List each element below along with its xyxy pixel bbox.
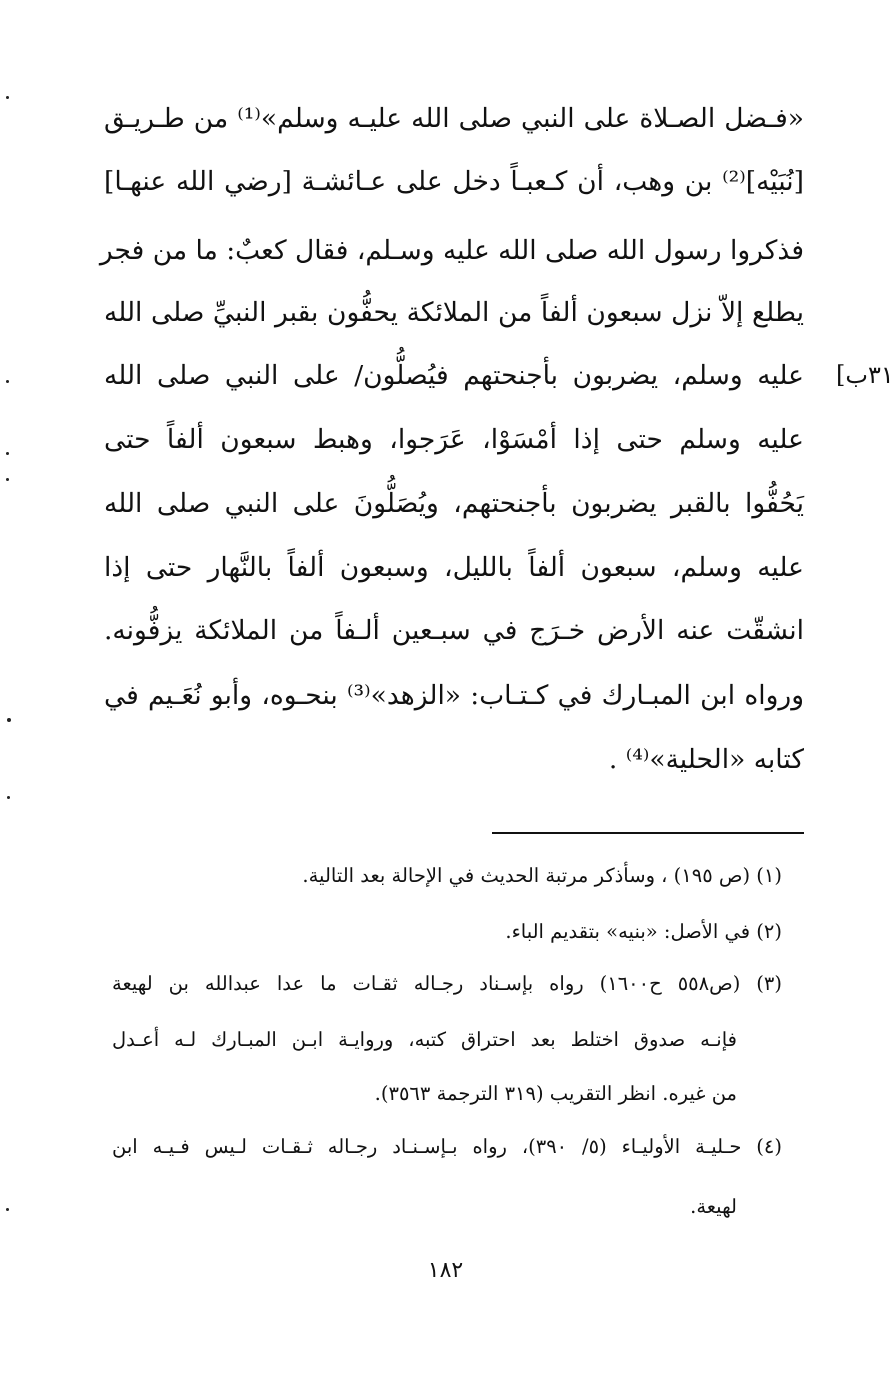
footnote-4-cont: لهيعة.	[690, 1195, 737, 1218]
page-number: ١٨٢	[427, 1258, 464, 1283]
scan-speck	[6, 478, 9, 481]
scan-speck	[6, 380, 9, 383]
scan-speck	[6, 1208, 9, 1211]
body-line-4: يطلع إلاّ نزل سبعون ألفاً من الملائكة يحفُّون بقبر النبيِّ صلى الله	[104, 297, 804, 328]
body-line-10: ورواه ابن المبـارك في كـتـاب: «الزهد»⁽³⁾ بنحـوه، وأبو نُعَـيم في	[104, 680, 805, 711]
footnote-3: (٣) (ص٥٥٨ ح١٦٠٠) رواه بإسـناد رجـاله ثقـات ما عدا عبدالله بن لهيعة	[112, 972, 782, 995]
body-line-9: انشقّت عنه الأرض خـرَج في سبـعين ألـفاً من الملائكة يزفُّونه.	[104, 615, 804, 646]
body-line-3: فذكروا رسول الله صلى الله عليه وسـلم، فقال كعبٌ: ما من فجر	[99, 235, 804, 266]
scan-speck	[7, 796, 10, 799]
body-line-6: عليه وسلم حتى إذا أمْسَوْا، عَرَجوا، وهبط سبعون ألفاً حتى	[104, 424, 804, 455]
footnote-1: (١) (ص ١٩٥) ، وسأذكر مرتبة الحديث في الإحالة بعد التالية.	[302, 864, 782, 887]
scan-speck	[7, 718, 11, 722]
footnote-4: (٤) حـليـة الأوليـاء (٥/ ٣٩٠)، رواه بـإسـنـاد رجـاله ثـقـات لـيس فـيـه ابن	[112, 1135, 782, 1158]
body-line-11: كتابه «الحلية»⁽⁴⁾ .	[608, 744, 804, 775]
manuscript-folio-note: ٣١ب]	[836, 361, 894, 389]
footnote-separator	[492, 832, 804, 834]
scan-speck	[6, 452, 9, 455]
body-line-8: عليه وسلم، سبعون ألفاً بالليل، وسبعون ألفاً بالنَّهار حتى إذا	[104, 552, 804, 583]
body-line-7: يَحُفُّوا بالقبر يضربون بأجنحتهم، ويُصَلُّونَ على النبي صلى الله	[104, 488, 804, 519]
body-line-1: «فـضل الصـلاة على النبي صلى الله عليـه وسلم»⁽¹⁾ من طـريـق	[104, 103, 804, 134]
scan-speck	[6, 96, 9, 99]
footnote-3-cont-2: من غيره. انظر التقريب (٣١٩ الترجمة ٣٥٦٣).	[374, 1082, 737, 1105]
footnote-2: (٢) في الأصل: «بنيه» بتقديم الباء.	[505, 920, 782, 943]
footnote-3-cont-1: فإنـه صدوق اختلط بعد احتراق كتبه، وروايـة ابـن المبـارك لـه أعـدل	[112, 1028, 737, 1051]
body-line-5: عليه وسلم، يضربون بأجنحتهم فيُصلُّون/ على النبي صلى الله	[104, 360, 804, 391]
body-line-2: [نُبَيْه]⁽²⁾ بن وهب، أن كـعبـاً دخل على عـائشـة [رضي الله عنهـا]	[104, 166, 804, 197]
